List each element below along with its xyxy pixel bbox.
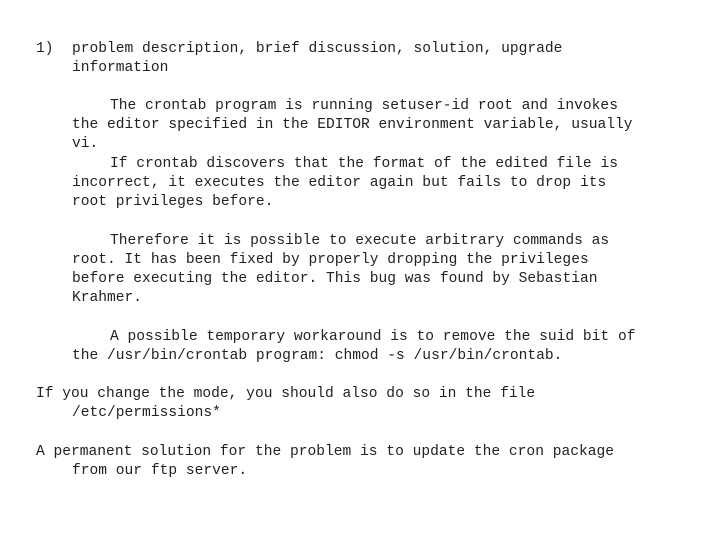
paragraph-line: the editor specified in the EDITOR environment variable, usually	[72, 117, 633, 133]
paragraph-line: /etc/permissions*	[72, 405, 221, 421]
paragraph-line: root privileges before.	[72, 194, 274, 210]
paragraph-line: Krahmer.	[72, 290, 143, 306]
paragraph-line: If you change the mode, you should also do so in the file	[36, 386, 536, 402]
paragraph-line: before executing the editor. This bug was found by Sebastian	[72, 271, 598, 287]
paragraph-line: the /usr/bin/crontab program: chmod -s /usr/bin/crontab.	[72, 348, 563, 364]
paragraph-line: A possible temporary workaround is to remove the suid bit of	[110, 329, 636, 345]
paragraph-line: vi.	[72, 136, 99, 152]
section-number: 1)	[36, 41, 54, 57]
paragraph-line: The crontab program is running setuser-id root and invokes	[110, 98, 618, 114]
paragraph-line: If crontab discovers that the format of the edited file is	[110, 156, 618, 172]
section-heading-line: information	[72, 60, 169, 76]
section-heading-line: problem description, brief discussion, solution, upgrade	[72, 41, 563, 57]
paragraph-line: root. It has been fixed by properly dropping the privileges	[72, 252, 589, 268]
paragraph-line: incorrect, it executes the editor again but fails to drop its	[72, 175, 607, 191]
paragraph-line: A permanent solution for the problem is to update the cron package	[36, 444, 615, 460]
paragraph-line: from our ftp server.	[72, 463, 248, 479]
paragraph-line: Therefore it is possible to execute arbitrary commands as	[110, 233, 610, 249]
